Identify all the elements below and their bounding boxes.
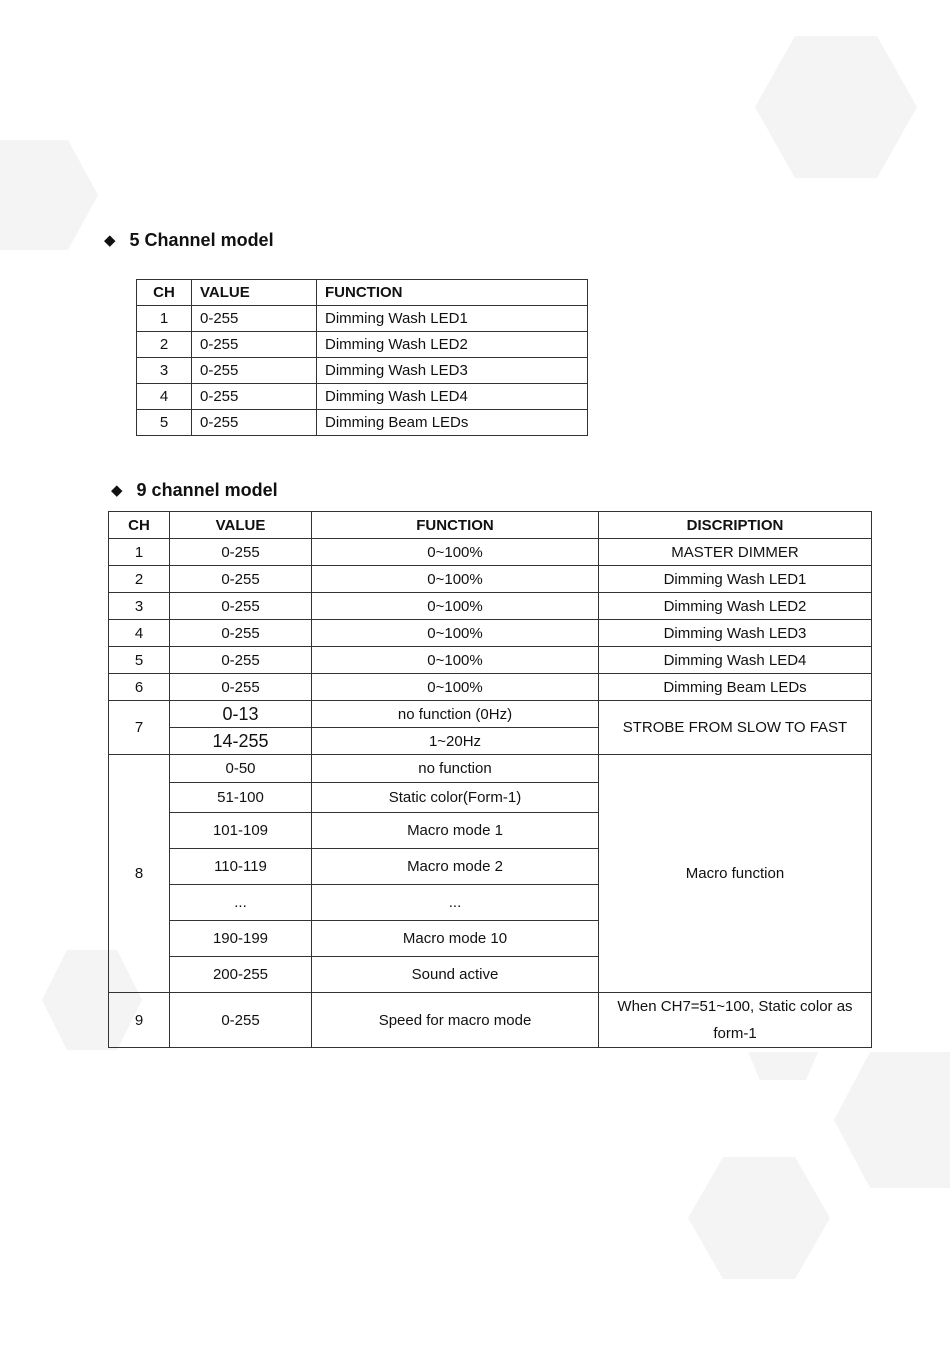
ch-cell: 4 (109, 620, 170, 647)
description-cell: Macro function (599, 755, 872, 993)
function-cell: 0~100% (312, 539, 599, 566)
ch-cell: 2 (137, 332, 192, 358)
function-cell: Dimming Wash LED1 (317, 306, 588, 332)
value-cell: 0-255 (170, 620, 312, 647)
ch-cell: 6 (109, 674, 170, 701)
ch-cell: 5 (109, 647, 170, 674)
function-cell: 0~100% (312, 566, 599, 593)
function-cell: no function (312, 755, 599, 783)
ch-cell: 9 (109, 993, 170, 1048)
description-cell: Dimming Beam LEDs (599, 674, 872, 701)
function-cell: 0~100% (312, 620, 599, 647)
value-cell: 101-109 (170, 813, 312, 849)
column-header-function: FUNCTION (317, 280, 588, 306)
value-cell: 0-50 (170, 755, 312, 783)
value-cell: 14-255 (170, 728, 312, 755)
column-header-value: VALUE (192, 280, 317, 306)
function-cell: ... (312, 885, 599, 921)
section-heading: 5 Channel model (129, 230, 274, 250)
function-cell: 0~100% (312, 674, 599, 701)
function-cell: Static color(Form-1) (312, 783, 599, 813)
value-cell: 51-100 (170, 783, 312, 813)
value-cell: 190-199 (170, 921, 312, 957)
value-cell: 0-255 (192, 410, 317, 436)
function-cell: 0~100% (312, 593, 599, 620)
diamond-bullet-icon: ◆ (104, 232, 116, 249)
description-cell (599, 993, 872, 1048)
table-row (109, 993, 872, 1048)
value-cell: 0-13 (170, 701, 312, 728)
table-row (137, 306, 588, 332)
ch-cell: 7 (109, 701, 170, 755)
value-cell: 0-255 (192, 358, 317, 384)
9-channel-table (108, 511, 872, 1048)
diamond-bullet-icon: ◆ (111, 482, 123, 499)
column-header-ch: CH (137, 280, 192, 306)
table-row (109, 593, 872, 620)
hexagon-decoration (748, 1052, 818, 1080)
table-header-row (137, 280, 588, 306)
section-title-5-channel (104, 230, 274, 251)
table-row (137, 410, 588, 436)
function-cell: Dimming Beam LEDs (317, 410, 588, 436)
column-header-ch: CH (109, 512, 170, 539)
table-header-row (109, 512, 872, 539)
ch-cell: 1 (109, 539, 170, 566)
value-cell: 0-255 (170, 674, 312, 701)
function-cell: Dimming Wash LED3 (317, 358, 588, 384)
table-row (137, 384, 588, 410)
ch-cell: 5 (137, 410, 192, 436)
function-cell: 1~20Hz (312, 728, 599, 755)
column-header-value: VALUE (170, 512, 312, 539)
value-cell: 200-255 (170, 957, 312, 993)
ch-cell: 2 (109, 566, 170, 593)
description-cell: Dimming Wash LED3 (599, 620, 872, 647)
value-cell: 0-255 (170, 993, 312, 1048)
column-header-function: FUNCTION (312, 512, 599, 539)
function-cell: Dimming Wash LED2 (317, 332, 588, 358)
value-cell: 0-255 (170, 647, 312, 674)
ch-cell: 3 (109, 593, 170, 620)
function-cell: Macro mode 1 (312, 813, 599, 849)
function-cell: Macro mode 2 (312, 849, 599, 885)
function-cell: Sound active (312, 957, 599, 993)
function-cell: Dimming Wash LED4 (317, 384, 588, 410)
ch-cell: 3 (137, 358, 192, 384)
table-row (109, 620, 872, 647)
column-header-description: DISCRIPTION (599, 512, 872, 539)
value-cell: 0-255 (192, 384, 317, 410)
description-cell: Dimming Wash LED4 (599, 647, 872, 674)
section-title-9-channel (111, 480, 278, 501)
hexagon-decoration (688, 1157, 830, 1279)
description-cell: Dimming Wash LED1 (599, 566, 872, 593)
ch-cell: 4 (137, 384, 192, 410)
value-cell: 0-255 (170, 593, 312, 620)
section-heading: 9 channel model (136, 480, 278, 500)
table-row (109, 539, 872, 566)
hexagon-decoration (755, 36, 917, 178)
description-line: When CH7=51~100, Static color as (617, 998, 853, 1015)
function-cell: 0~100% (312, 647, 599, 674)
value-cell: ... (170, 885, 312, 921)
function-cell: Macro mode 10 (312, 921, 599, 957)
description-cell: Dimming Wash LED2 (599, 593, 872, 620)
ch-cell: 8 (109, 755, 170, 993)
table-row (109, 755, 872, 783)
description-line: form-1 (713, 1025, 757, 1042)
table-row (137, 332, 588, 358)
value-cell: 0-255 (170, 539, 312, 566)
function-cell: Speed for macro mode (312, 993, 599, 1048)
value-cell: 110-119 (170, 849, 312, 885)
hexagon-decoration (0, 140, 98, 250)
table-row (109, 674, 872, 701)
5-channel-table (136, 279, 588, 436)
hexagon-decoration (834, 1052, 950, 1188)
table-row (109, 566, 872, 593)
value-cell: 0-255 (192, 306, 317, 332)
ch-cell: 1 (137, 306, 192, 332)
table-row (137, 358, 588, 384)
table-row (109, 701, 872, 728)
function-cell: no function (0Hz) (312, 701, 599, 728)
value-cell: 0-255 (170, 566, 312, 593)
table-row (109, 647, 872, 674)
value-cell: 0-255 (192, 332, 317, 358)
description-cell: MASTER DIMMER (599, 539, 872, 566)
description-cell: STROBE FROM SLOW TO FAST (599, 701, 872, 755)
